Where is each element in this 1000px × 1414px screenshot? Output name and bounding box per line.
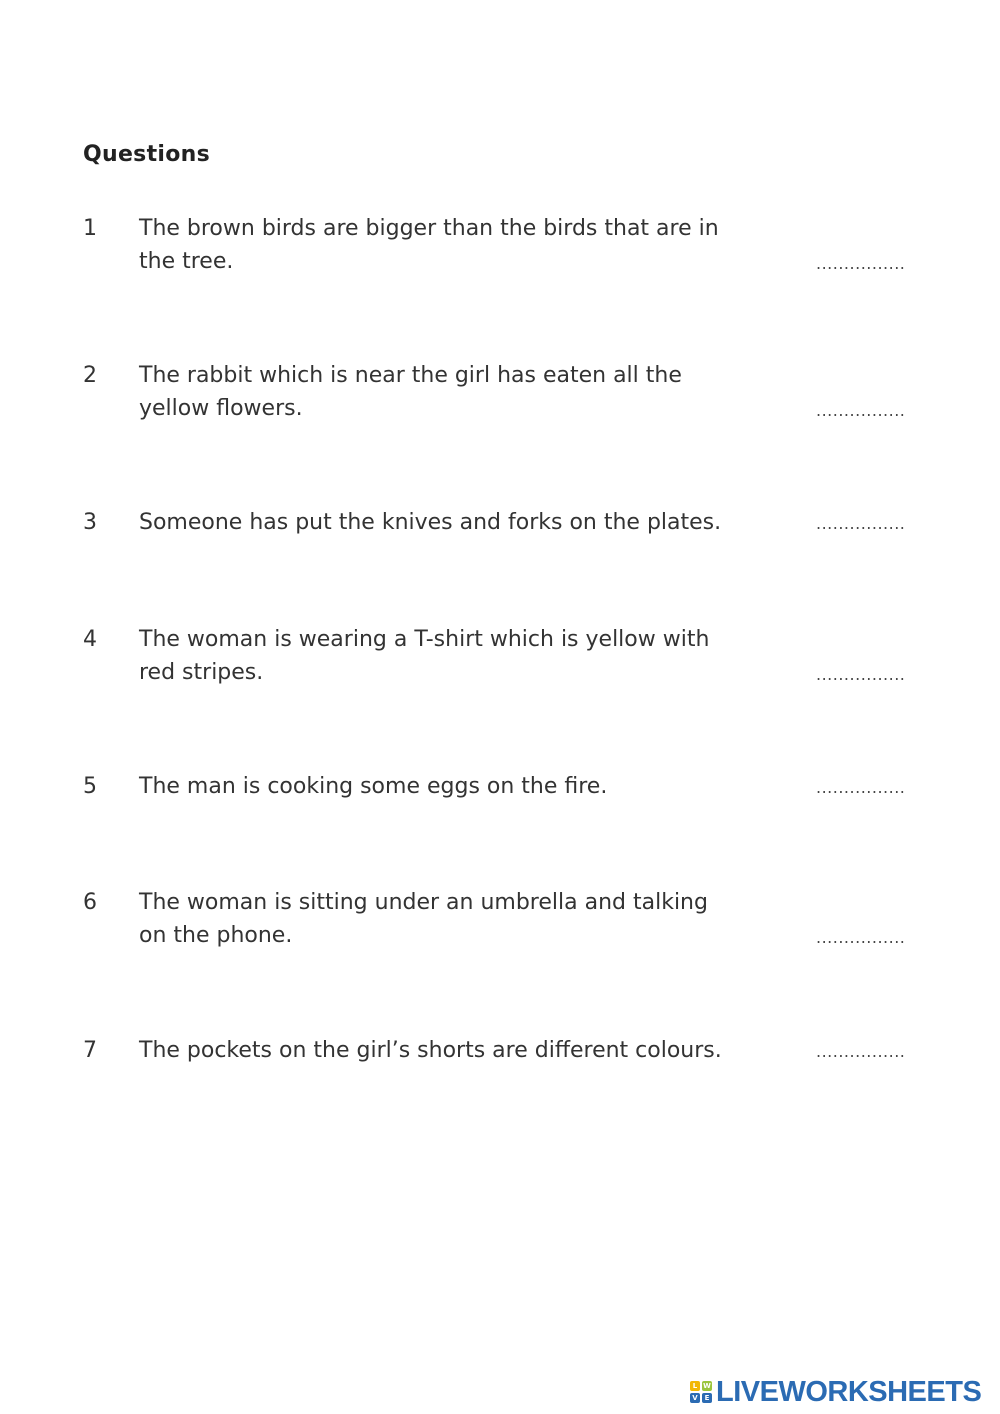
question-item <box>0 770 1000 850</box>
question-text-line: The man is cooking some eggs on the fire. <box>139 774 608 799</box>
question-text <box>139 886 749 952</box>
answer-blank[interactable]: ................ <box>816 778 906 797</box>
question-text-line: The woman is wearing a T-shirt which is yellow with <box>139 627 710 652</box>
logo-mark-tile: E <box>702 1393 712 1403</box>
question-text-line: Someone has put the knives and forks on the plates. <box>139 510 722 535</box>
answer-blank[interactable]: ................ <box>816 1042 906 1061</box>
question-item <box>0 212 1000 292</box>
question-number: 4 <box>83 627 97 652</box>
question-text-line: The brown birds are bigger than the birds that are in <box>139 216 719 241</box>
question-text <box>139 623 749 689</box>
question-text <box>139 506 749 539</box>
question-text-line: The pockets on the girl’s shorts are different colours. <box>139 1038 722 1063</box>
question-text-line: on the phone. <box>139 923 293 948</box>
liveworksheets-logo <box>690 1372 981 1412</box>
answer-blank[interactable]: ................ <box>816 254 906 273</box>
question-text-line: yellow flowers. <box>139 396 303 421</box>
answer-blank[interactable]: ................ <box>816 665 906 684</box>
logo-text: LIVEWORKSHEETS <box>716 1375 982 1408</box>
logo-mark-tile: L <box>690 1381 700 1391</box>
question-text-line: The woman is sitting under an umbrella and talking <box>139 890 708 915</box>
question-number: 3 <box>83 510 97 535</box>
question-text-line: red stripes. <box>139 660 264 685</box>
question-number: 1 <box>83 216 97 241</box>
question-text-line: the tree. <box>139 249 234 274</box>
question-text <box>139 212 749 278</box>
question-number: 7 <box>83 1038 97 1063</box>
logo-mark-tile: V <box>690 1393 700 1403</box>
question-number: 2 <box>83 363 97 388</box>
question-item <box>0 623 1000 703</box>
question-item <box>0 359 1000 439</box>
questions-heading: Questions <box>83 142 211 167</box>
question-number: 6 <box>83 890 97 915</box>
question-item <box>0 886 1000 966</box>
question-item <box>0 506 1000 586</box>
logo-mark-icon <box>690 1381 712 1403</box>
question-text-line: The rabbit which is near the girl has eaten all the <box>139 363 682 388</box>
question-text <box>139 359 749 425</box>
question-text <box>139 770 749 803</box>
question-number: 5 <box>83 774 97 799</box>
logo-mark-tile: W <box>703 1382 711 1390</box>
answer-blank[interactable]: ................ <box>816 514 906 533</box>
question-item <box>0 1034 1000 1114</box>
answer-blank[interactable]: ................ <box>816 401 906 420</box>
answer-blank[interactable]: ................ <box>816 928 906 947</box>
question-text <box>139 1034 749 1067</box>
